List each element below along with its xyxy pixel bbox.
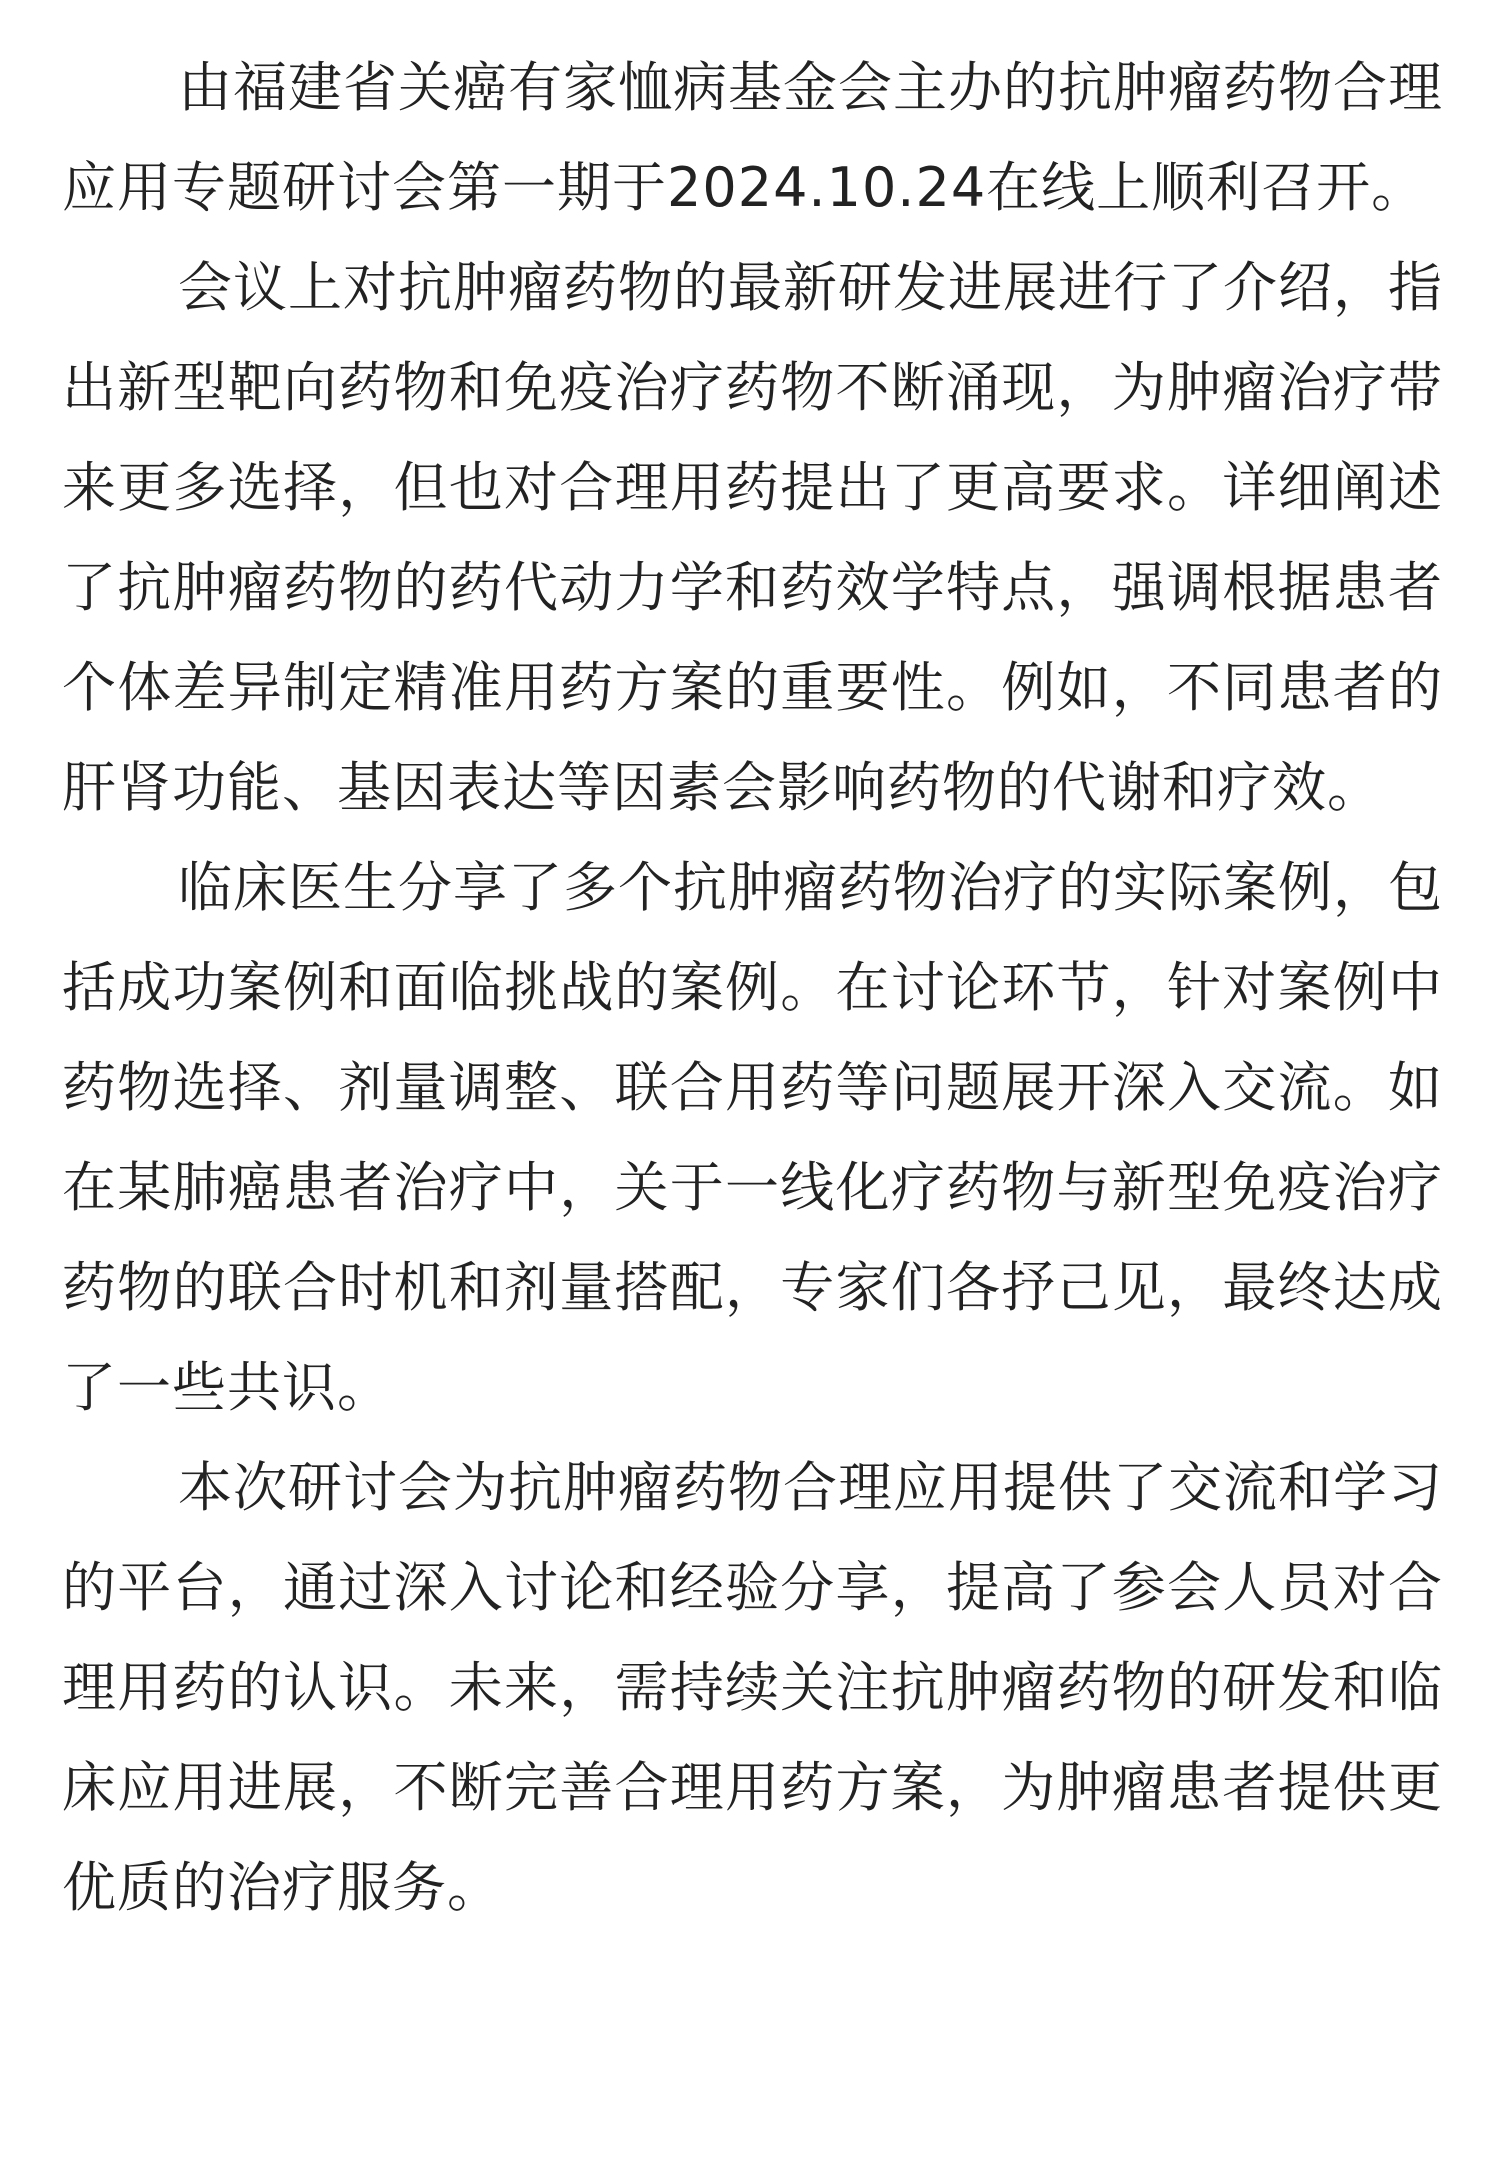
paragraph-research-progress: 会议上对抗肿瘤药物的最新研发进展进行了介绍，指出新型靶向药物和免疫治疗药物不断涌现，为肿瘤治疗带来更多选择，但也对合理用药提出了更高要求。详细阐述了抗肿瘤药物的药代动力学和药效学特点，强调根据患者个体差异制定精准用药方案的重要性。例如，不同患者的肝肾功能、基因表达等因素会影响药物的代谢和疗效。 [62,256,1443,819]
paragraph-conclusion: 本次研讨会为抗肿瘤药物合理应用提供了交流和学习的平台，通过深入讨论和经验分享，提高了参会人员对合理用药的认识。未来，需持续关注抗肿瘤药物的研发和临床应用进展，不断完善合理用药方案，为肿瘤患者提供更优质的治疗服务。 [62,1456,1443,1919]
article-body [62,38,1443,1938]
paragraph-case-sharing: 临床医生分享了多个抗肿瘤药物治疗的实际案例，包括成功案例和面临挑战的案例。在讨论环节，针对案例中药物选择、剂量调整、联合用药等问题展开深入交流。如在某肺癌患者治疗中，关于一线化疗药物与新型免疫治疗药物的联合时机和剂量搭配，专家们各抒己见，最终达成了一些共识。 [62,856,1443,1419]
paragraph-intro: 由福建省关癌有家恤病基金会主办的抗肿瘤药物合理应用专题研讨会第一期于2024.10.24在线上顺利召开。 [62,56,1443,219]
